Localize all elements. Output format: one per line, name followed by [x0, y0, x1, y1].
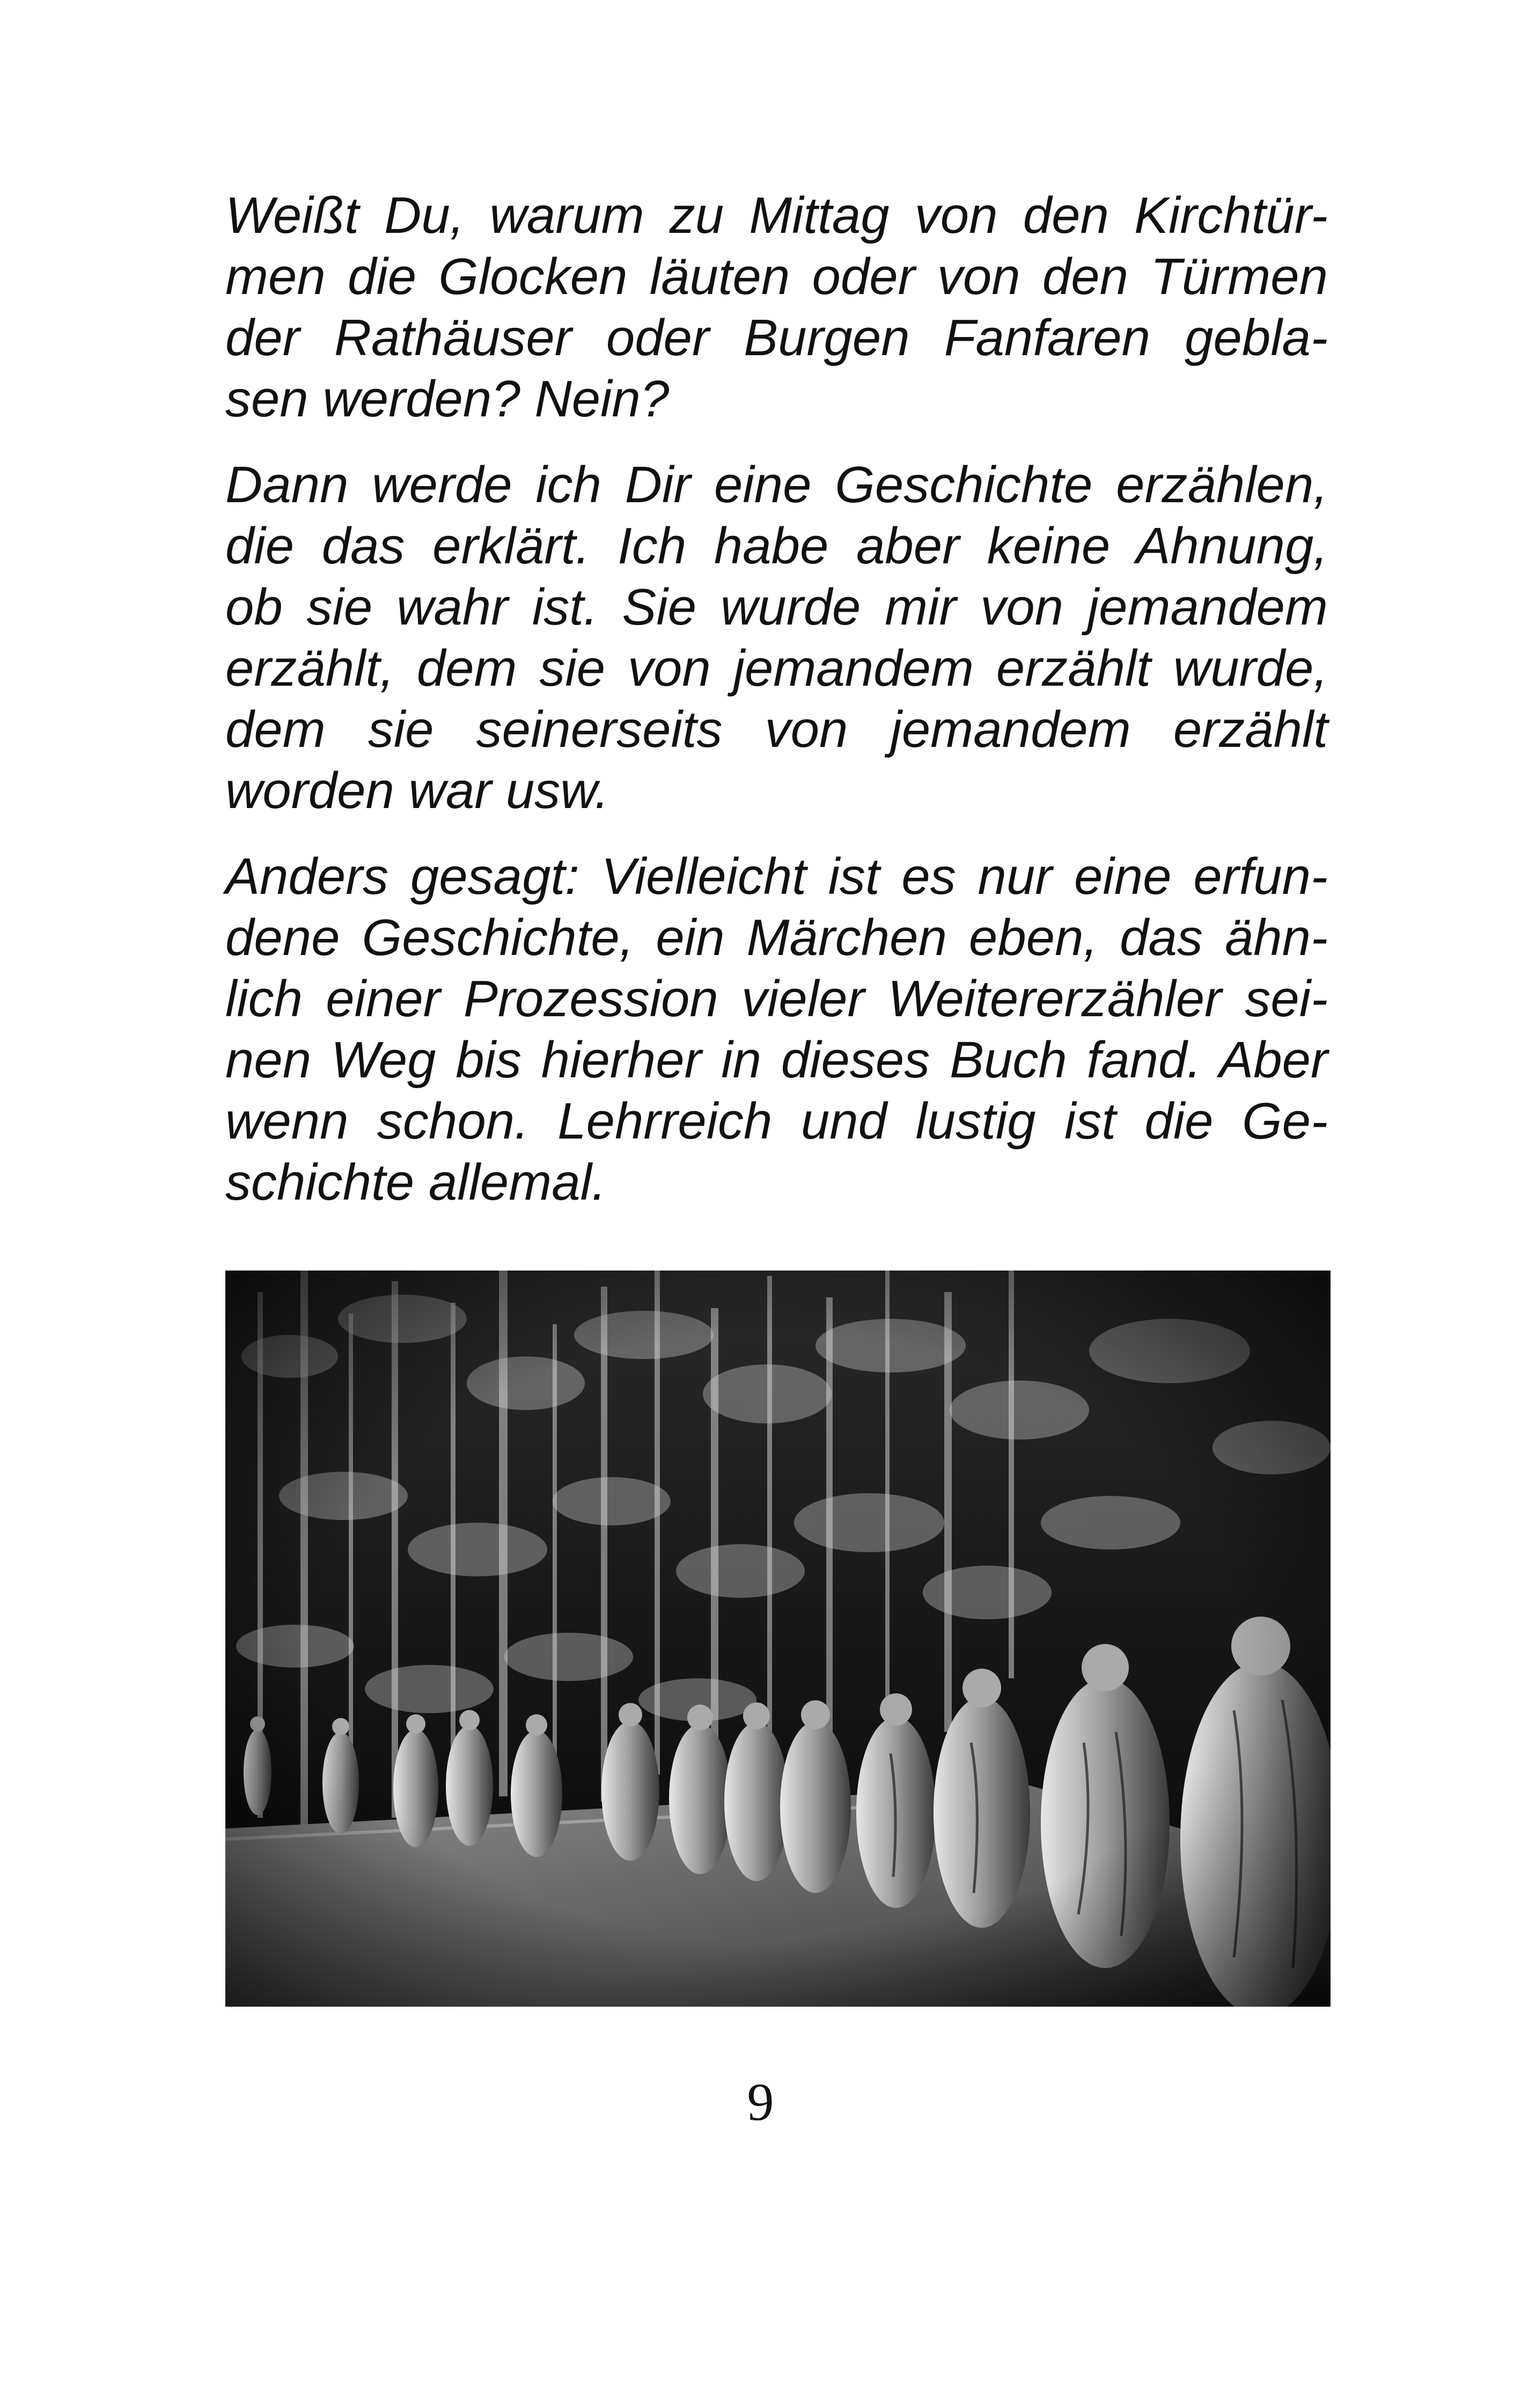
text-line: lich einer Prozession vieler Weitererzähler sei- — [225, 970, 1328, 1027]
text-line: sen werden? Nein? — [225, 370, 670, 428]
text-line: Weißt Du, warum zu Mittag von den Kirchtür- — [225, 187, 1328, 244]
text-line: nen Weg bis hierher in dieses Buch fand. Aber — [225, 1031, 1328, 1089]
text-line: dem sie seinerseits von jemandem erzählt — [225, 701, 1328, 758]
text-line: men die Glocken läuten oder von den Türmen — [225, 248, 1328, 305]
monks-procession-photo — [225, 1271, 1331, 2007]
text-line: erzählt, dem sie von jemandem erzählt wurde, — [225, 640, 1328, 697]
page-number: 9 — [747, 2072, 774, 2132]
text-line: schichte allemal. — [225, 1154, 606, 1211]
text-line: dene Geschichte, ein Märchen eben, das ähn- — [225, 909, 1328, 966]
paragraph-1 — [225, 185, 1328, 430]
text-line: die das erklärt. Ich habe aber keine Ahnung, — [225, 517, 1328, 575]
text-line: Dann werde ich Dir eine Geschichte erzählen, — [225, 456, 1328, 513]
photo-illustration — [225, 1271, 1331, 2007]
text-line: der Rathäuser oder Burgen Fanfaren gebla- — [225, 309, 1328, 366]
paragraph-3 — [225, 846, 1328, 1213]
body-text — [225, 185, 1328, 1238]
text-line: ob sie wahr ist. Sie wurde mir von jemandem — [225, 578, 1328, 636]
text-line: Anders gesagt: Vielleicht ist es nur eine erfun- — [225, 848, 1328, 905]
paragraph-2 — [225, 454, 1328, 821]
text-line: wenn schon. Lehrreich und lustig ist die Ge- — [225, 1092, 1328, 1150]
text-line: worden war usw. — [225, 762, 609, 819]
